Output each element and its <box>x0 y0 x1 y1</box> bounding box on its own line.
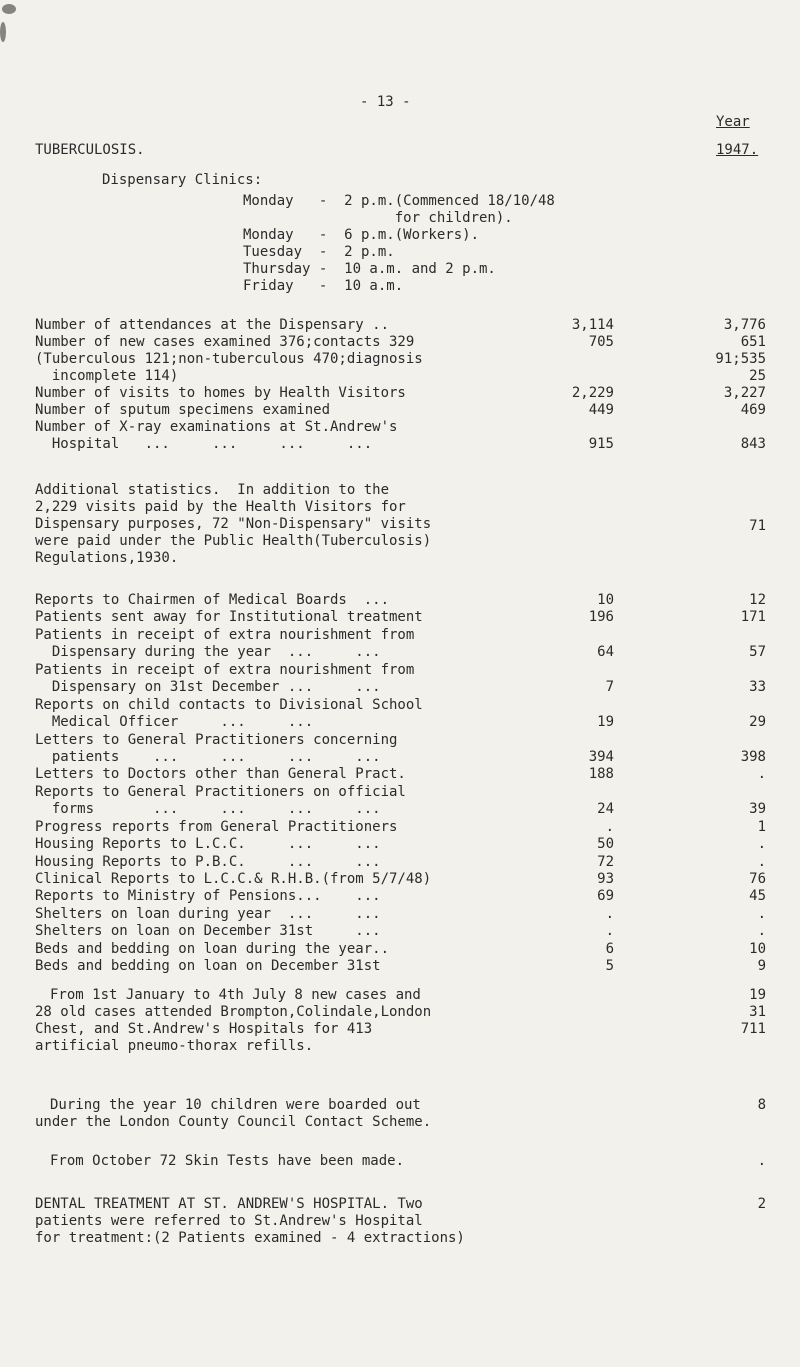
stat-current: 7 <box>605 679 614 696</box>
stat-current: 69 <box>597 888 614 905</box>
boarded-line: under the London County Council Contact Scheme. <box>35 1114 432 1130</box>
stat-row <box>35 836 766 853</box>
skin-prior: . <box>757 1153 766 1169</box>
boarded-prior: 8 <box>757 1097 766 1113</box>
stat-prior: . <box>757 766 766 783</box>
stat-current: 3,114 <box>571 317 614 333</box>
stat-row <box>35 732 766 749</box>
stat-row <box>35 334 766 351</box>
stat-label: Reports to Ministry of Pensions... ... <box>35 888 381 905</box>
stat-row <box>35 317 766 334</box>
stat-row <box>35 351 766 368</box>
stat-prior: 76 <box>749 871 766 887</box>
stat-row <box>35 888 766 905</box>
boarded-line: During the year 10 children were boarded out <box>50 1097 421 1113</box>
additional-line: were paid under the Public Health(Tuberculosis) <box>35 533 432 549</box>
dental-line: DENTAL TREATMENT AT ST. ANDREW'S HOSPITAL. Two <box>35 1196 423 1212</box>
pneumo-line: 28 old cases attended Brompton,Colindale,London <box>35 1004 432 1020</box>
pneumo-prior: 19 <box>749 987 766 1003</box>
stat-row <box>35 923 766 940</box>
stat-label: Number of sputum specimens examined <box>35 402 331 418</box>
stat-current: 72 <box>597 853 614 870</box>
stat-prior: 39 <box>749 801 766 818</box>
stat-label: Patients in receipt of extra nourishment from <box>35 626 415 643</box>
stat-label: Dispensary on 31st December ... ... <box>35 679 381 696</box>
stat-row <box>35 627 766 644</box>
stat-row <box>35 697 766 714</box>
stat-prior: 91;535 <box>715 351 766 367</box>
stat-prior: . <box>757 853 766 870</box>
stat-label: Clinical Reports to L.C.C.& R.H.B.(from 5/7/48) <box>35 871 432 887</box>
stat-label: Dispensary during the year ... ... <box>35 644 381 661</box>
clinic-line: Thursday - 10 a.m. and 2 p.m. <box>243 261 496 277</box>
clinics-title: Dispensary Clinics: <box>102 172 263 188</box>
clinics-schedule <box>243 193 555 295</box>
stat-row <box>35 854 766 871</box>
stat-prior: 9 <box>757 958 766 975</box>
stat-label: Patients in receipt of extra nourishment from <box>35 661 415 678</box>
pneumo-line: From 1st January to 4th July 8 new cases and <box>50 987 421 1003</box>
stat-prior: 1 <box>757 818 766 835</box>
stat-label: (Tuberculous 121;non-tuberculous 470;diagnosis <box>35 351 423 367</box>
stat-prior: 57 <box>749 644 766 661</box>
stat-row <box>35 644 766 661</box>
stat-current: 2,229 <box>571 385 614 401</box>
stat-label: patients ... ... ... ... <box>35 748 381 765</box>
skin-tests <box>35 1153 766 1170</box>
stat-row <box>35 714 766 731</box>
stat-current: 915 <box>588 436 614 452</box>
year-label: Year <box>716 114 750 130</box>
scan-speck <box>0 22 6 42</box>
page-number: - 13 - <box>360 94 411 110</box>
stat-prior: 45 <box>749 888 766 905</box>
stat-prior: 25 <box>749 368 766 384</box>
stat-prior: . <box>757 836 766 853</box>
stat-label: Number of attendances at the Dispensary .. <box>35 317 390 333</box>
stat-current: 50 <box>597 836 614 853</box>
clinic-line: for children). <box>243 210 513 226</box>
clinic-line: Friday - 10 a.m. <box>243 278 404 294</box>
skin-line: From October 72 Skin Tests have been made. <box>50 1153 405 1169</box>
stat-prior: 469 <box>740 402 766 418</box>
stat-prior: 33 <box>749 679 766 696</box>
stat-prior: 398 <box>740 748 766 765</box>
stat-prior: 843 <box>740 436 766 452</box>
stat-current: . <box>605 923 614 940</box>
stat-label: forms ... ... ... ... <box>35 801 381 818</box>
stat-prior: 651 <box>740 334 766 350</box>
stat-label: Reports to General Practitioners on official <box>35 783 406 800</box>
additional-line: Dispensary purposes, 72 "Non-Dispensary" visits <box>35 516 432 532</box>
stat-label: Housing Reports to L.C.C. ... ... <box>35 836 381 853</box>
additional-line: 2,229 visits paid by the Health Visitors for <box>35 499 406 515</box>
dental-paragraph <box>35 1196 766 1247</box>
boarded-paragraph <box>35 1097 766 1131</box>
stat-row <box>35 609 766 626</box>
stat-label: Patients sent away for Institutional treatment <box>35 609 423 626</box>
dental-prior: 2 <box>757 1196 766 1212</box>
stat-label: Letters to Doctors other than General Pract. <box>35 766 406 783</box>
stat-prior: 3,776 <box>723 317 766 333</box>
stat-row <box>35 368 766 385</box>
stat-row <box>35 402 766 419</box>
stat-row <box>35 871 766 888</box>
clinic-line: Tuesday - 2 p.m. <box>243 244 395 260</box>
dental-line: patients were referred to St.Andrew's Hospital <box>35 1213 423 1229</box>
section-title: TUBERCULOSIS. <box>35 142 145 158</box>
stat-current: 188 <box>588 766 614 783</box>
year-value: 1947. <box>716 142 759 158</box>
pneumo-prior: 31 <box>749 1004 766 1020</box>
stat-row <box>35 766 766 783</box>
stat-label: Number of X-ray examinations at St.Andrew's <box>35 419 398 435</box>
stat-prior: . <box>757 905 766 922</box>
stat-label: Number of visits to homes by Health Visitors <box>35 385 406 401</box>
stat-label: Medical Officer ... ... <box>35 714 314 731</box>
stat-row <box>35 906 766 923</box>
pneumo-line: Chest, and St.Andrew's Hospitals for 413 <box>35 1021 373 1037</box>
stat-row <box>35 801 766 818</box>
stat-label: Housing Reports to P.B.C. ... ... <box>35 853 381 870</box>
stat-prior: 3,227 <box>723 385 766 401</box>
clinic-line: Monday - 2 p.m.(Commenced 18/10/48 <box>243 193 555 209</box>
stat-prior: . <box>757 923 766 940</box>
stat-label: Reports on child contacts to Divisional School <box>35 696 423 713</box>
stats-group-1 <box>35 317 766 453</box>
stat-label: incomplete 114) <box>35 368 179 384</box>
stat-current: 5 <box>605 958 614 975</box>
stat-row <box>35 784 766 801</box>
stat-current: 394 <box>588 748 614 765</box>
stat-current: 705 <box>588 334 614 350</box>
stat-label: Reports to Chairmen of Medical Boards ... <box>35 592 390 608</box>
stat-row <box>35 662 766 679</box>
clinic-line: Monday - 6 p.m.(Workers). <box>243 227 480 243</box>
stat-label: Shelters on loan during year ... ... <box>35 905 381 922</box>
stat-label: Hospital ... ... ... ... <box>35 436 373 452</box>
stat-label: Beds and bedding on loan on December 31st <box>35 958 381 975</box>
stat-current: 64 <box>597 644 614 661</box>
additional-prior: 71 <box>749 518 766 534</box>
stat-current: . <box>605 905 614 922</box>
additional-line: Additional statistics. In addition to the <box>35 482 390 498</box>
dental-line: for treatment:(2 Patients examined - 4 extractions) <box>35 1230 465 1246</box>
stat-label: Letters to General Practitioners concerning <box>35 731 398 748</box>
stat-label: Number of new cases examined 376;contacts 329 <box>35 334 415 350</box>
stat-label: Shelters on loan on December 31st ... <box>35 923 381 940</box>
stat-label: Beds and bedding on loan during the year.. <box>35 940 390 957</box>
stat-row <box>35 749 766 766</box>
stat-row <box>35 941 766 958</box>
stat-label: Progress reports from General Practitioners <box>35 818 398 835</box>
pneumo-paragraph <box>35 987 766 1055</box>
stat-prior: 12 <box>749 592 766 608</box>
stat-current: 6 <box>605 940 614 957</box>
stat-row <box>35 436 766 453</box>
stat-current: 93 <box>597 871 614 887</box>
pneumo-line: artificial pneumo-thorax refills. <box>35 1038 314 1054</box>
stats-group-2 <box>35 592 766 976</box>
stat-row <box>35 385 766 402</box>
stat-current: . <box>605 818 614 835</box>
scan-speck <box>2 4 16 14</box>
stat-prior: 171 <box>740 609 766 626</box>
stat-current: 10 <box>597 592 614 608</box>
stat-prior: 10 <box>749 940 766 957</box>
additional-line: Regulations,1930. <box>35 550 179 566</box>
stat-row <box>35 679 766 696</box>
stat-current: 196 <box>588 609 614 626</box>
stat-row <box>35 419 766 436</box>
stat-current: 449 <box>588 402 614 418</box>
stat-row <box>35 592 766 609</box>
stat-row <box>35 958 766 975</box>
stat-current: 19 <box>597 714 614 731</box>
pneumo-prior: 711 <box>740 1021 766 1037</box>
stat-current: 24 <box>597 801 614 818</box>
stat-prior: 29 <box>749 714 766 731</box>
additional-statistics <box>35 482 766 567</box>
stat-row <box>35 819 766 836</box>
